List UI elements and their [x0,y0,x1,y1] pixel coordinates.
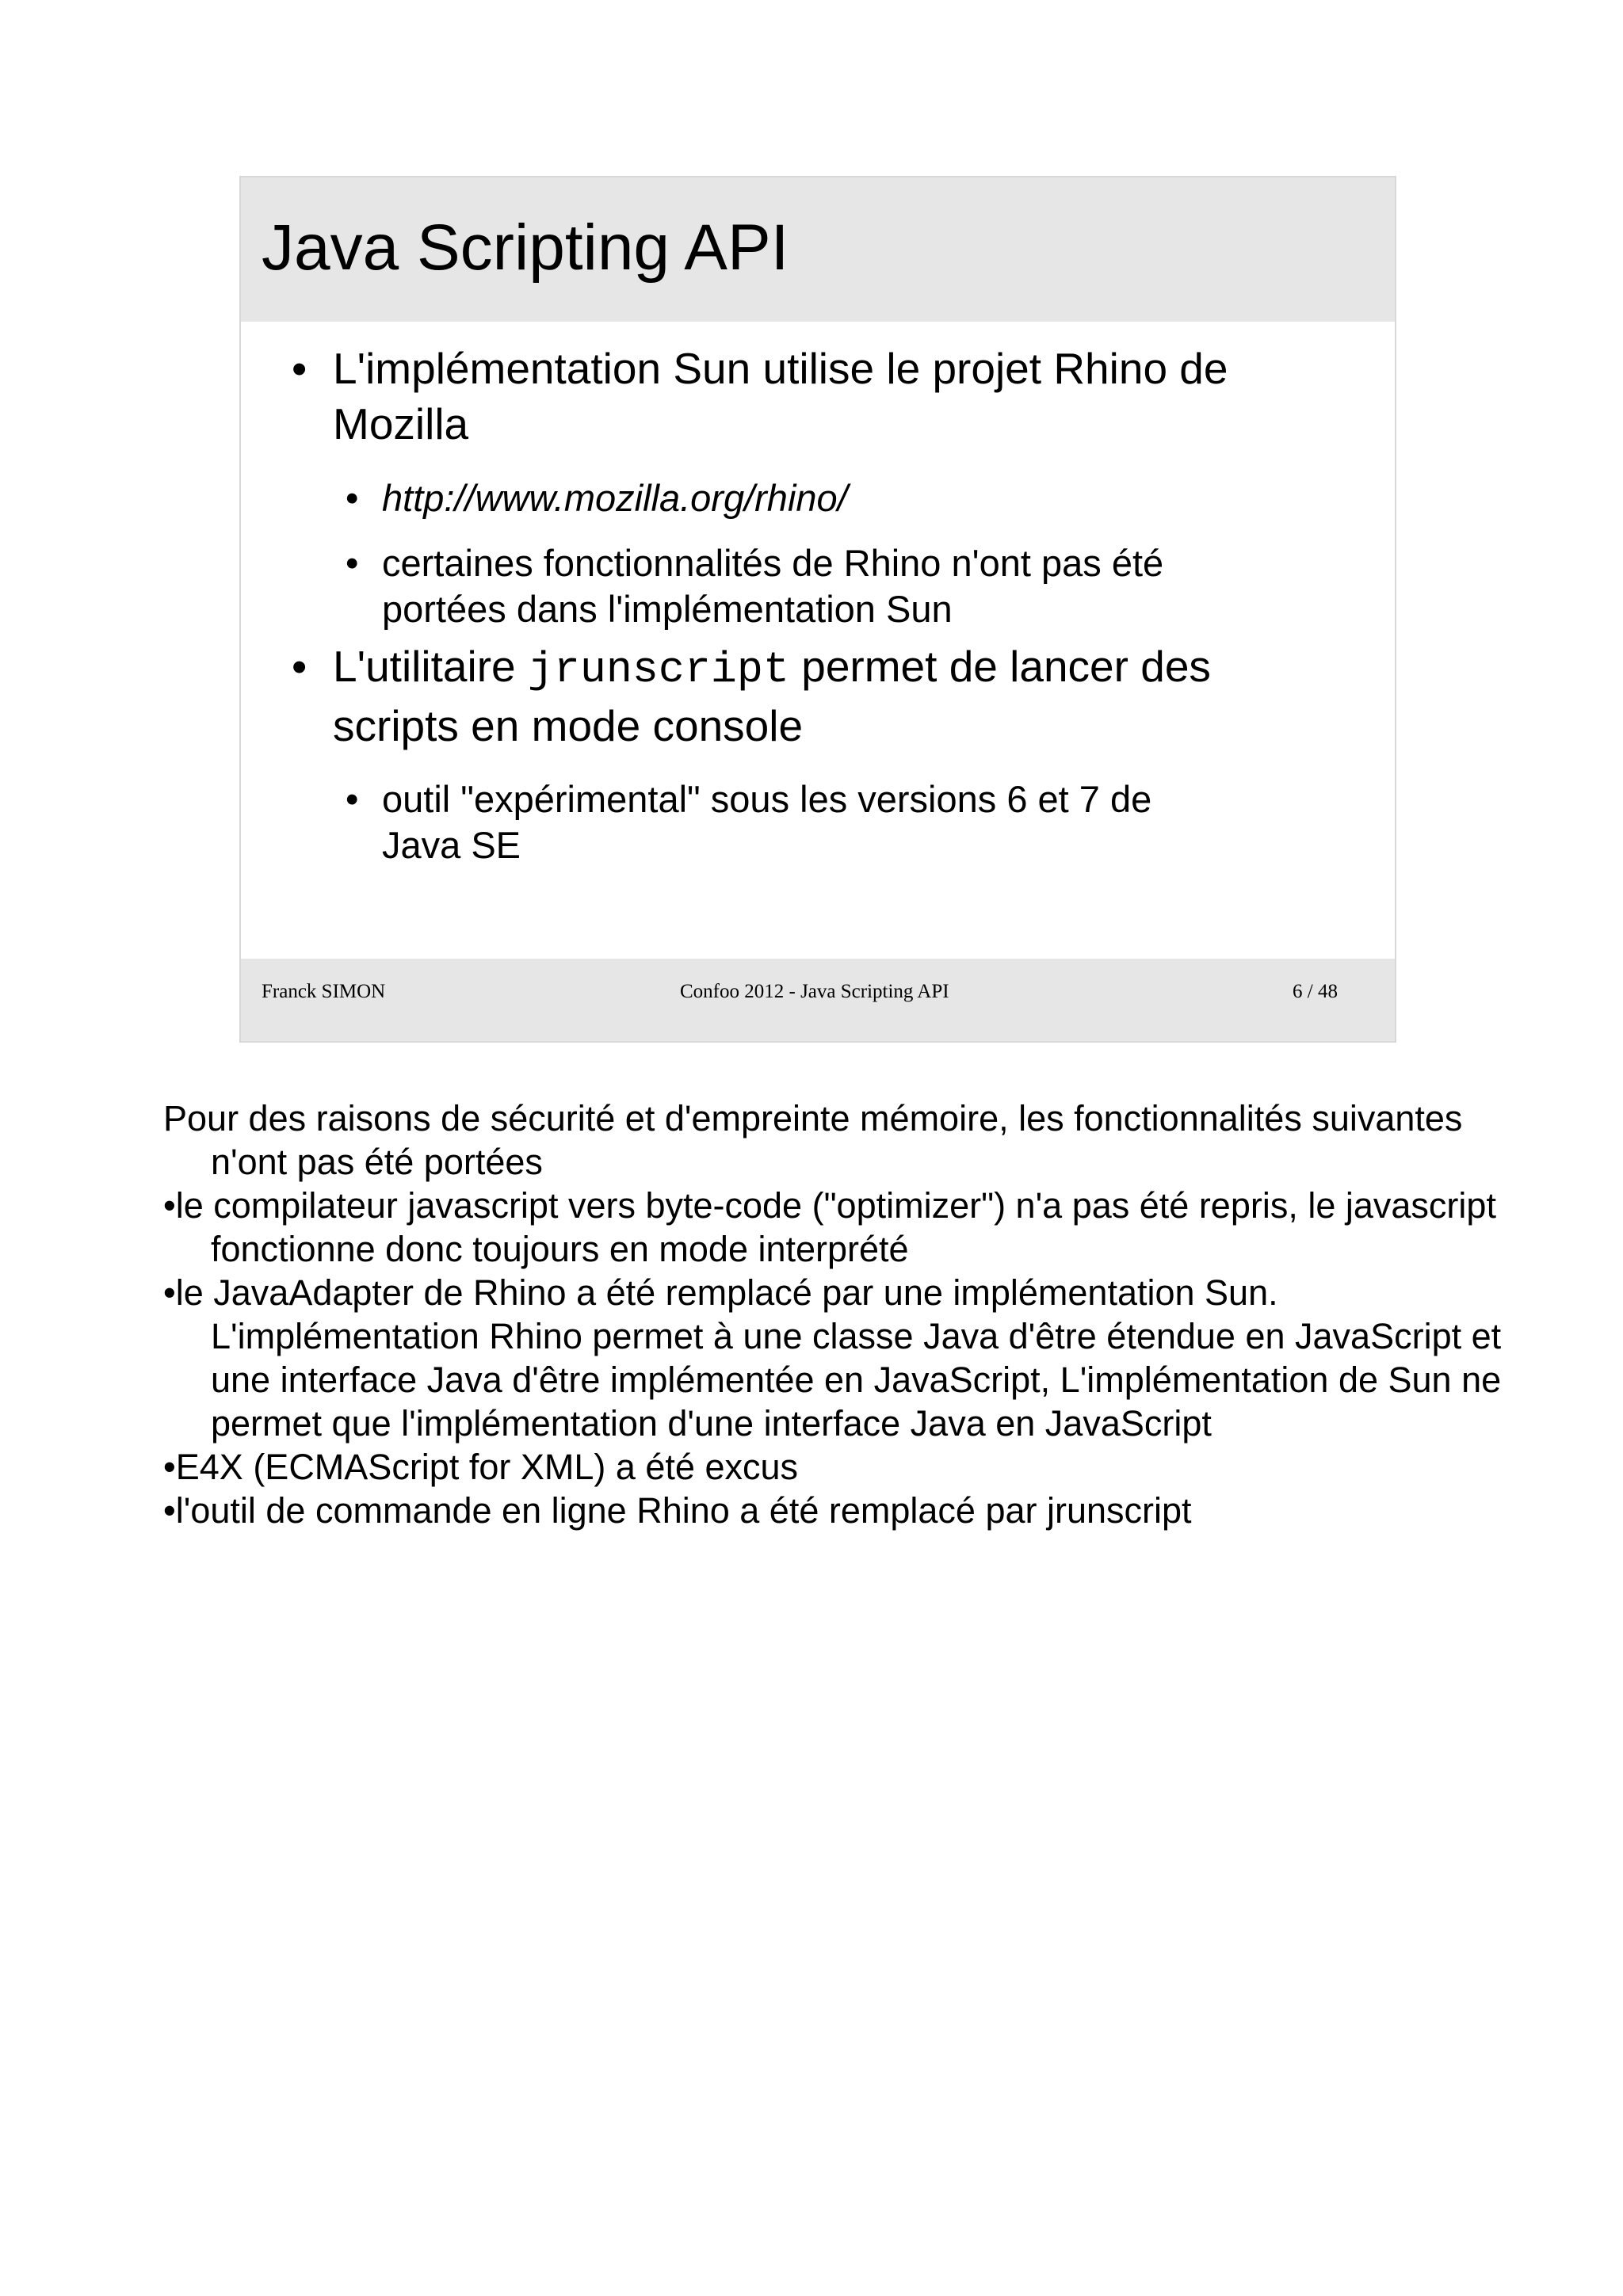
footer-event: Confoo 2012 - Java Scripting API [680,981,949,1002]
footer-page-number: 6 / 48 [1293,981,1338,1002]
bullet-text-suffix: permet de lancer des [789,642,1211,691]
bullet-marker: • [346,542,359,584]
bullet-text-line: scripts en mode console [333,701,804,750]
slide-sub-bullet [346,540,1164,632]
sub-text-line: portées dans l'implémentation Sun [382,588,953,630]
slide-sub-bullet [346,776,1152,868]
bullet-marker: • [346,778,359,820]
bullet-text-line: L'implémentation Sun utilise le projet Rhino de [333,344,1228,393]
footer-author: Franck SIMON [262,981,386,1002]
bullet-text-line: Mozilla [333,399,469,448]
slide-sub-bullet [346,475,848,521]
bullet-marker: • [346,477,359,519]
bullet-marker: • [292,642,307,691]
link-text: http://www.mozilla.org/rhino/ [382,477,848,519]
sub-text-line: Java SE [382,824,521,866]
bullet-text-prefix: L'utilitaire [333,642,528,691]
notes-item: •E4X (ECMAScript for XML) a été excus [163,1447,799,1487]
slide-bullet [292,341,1228,452]
slide-body [241,322,1395,900]
slide-title: Java Scripting API [262,212,789,284]
notes-item: •le compilateur javascript vers byte-code ("optimizer") n'a pas été repris, le javascript fonctionne donc toujours en mode interprété [163,1185,1496,1269]
sub-text-line: outil "expérimental" sous les versions 6 et 7 de [382,778,1152,820]
code-text: jrunscript [527,645,789,695]
sub-text-line: certaines fonctionnalités de Rhino n'ont pas été [382,542,1164,584]
bullet-text-line [333,639,1211,698]
bullet-marker: • [292,344,307,393]
speaker-notes [163,1097,1542,1532]
slide [239,176,1396,1043]
notes-item: •l'outil de commande en ligne Rhino a été remplacé par jrunscript [163,1490,1192,1531]
slide-header [241,177,1395,322]
slide-footer [241,959,1395,1041]
notes-intro: Pour des raisons de sécurité et d'empreinte mémoire, les fonctionnalités suivantes n'ont pas été portées [163,1098,1463,1182]
notes-item: •le JavaAdapter de Rhino a été remplacé par une implémentation Sun. L'implémentation Rhino permet à une classe Java d'être étendue en JavaScript et une interface Java d'être implémentée en JavaScript, L'implémentation de Sun ne permet que l'implémentation d'une interface Java en JavaScript [163,1272,1502,1444]
slide-bullet [292,639,1211,753]
